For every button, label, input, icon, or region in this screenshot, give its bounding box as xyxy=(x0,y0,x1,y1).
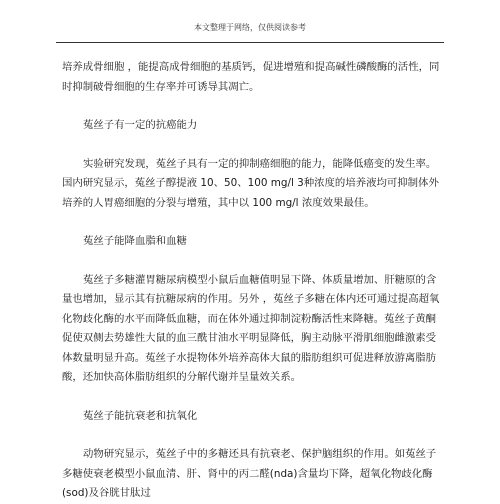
page-header xyxy=(56,14,444,43)
section-heading-anticancer: 菟丝子有一定的抗癌能力 xyxy=(83,119,198,131)
section-heading-antiaging: 菟丝子能抗衰老和抗氧化 xyxy=(83,409,198,422)
header-note: 本文整理于网络，仅供阅读参考 xyxy=(194,23,306,32)
document-body xyxy=(62,58,444,504)
paragraph-anticancer: 实验研究发现，菟丝子具有一定的抑制癌细胞的能力，能降低癌变的发生率。国内研究显示，菟丝子醇提液 10、50、100 mg/l 3种浓度的培养液均可抑制体外培养的人胃癌细胞的分裂与增殖，其中以 100 mg/l 浓度效果最佳。 xyxy=(62,157,439,209)
section-heading-blood-lipid-sugar: 菟丝子能降血脂和血糖 xyxy=(83,235,187,247)
paragraph-intro: 培养成骨细胞 ，能提高成骨细胞的基质钙，促进增殖和提高碱性磷酸酶的活性，同时抑制破骨细胞的生存率并可诱导其凋亡。 xyxy=(62,61,440,93)
paragraph-antiaging: 动物研究显示，菟丝子中的多糖还具有抗衰老、保护脑组织的作用。如菟丝子多糖使衰老模型小鼠血清、肝、肾中的丙二醛(nda)含量均下降，超氧化物歧化酶(sod)及谷胱甘肽过 xyxy=(62,448,437,499)
paragraph-blood-lipid-sugar: 菟丝子多糖灌胃糖尿病模型小鼠后血糖值明显下降、体质量增加、肝糖原的含量也增加，显示其有抗糖尿病的作用。另外 ，菟丝子多糖在体内还可通过提高超氧化物歧化酶的水平而降低血糖，而在体外通过抑制淀粉酶活性来降糖。菟丝子黄酮促使双侧去势雄性大鼠的血三酰甘油水平明显降低，胸主动脉平滑肌细胞雌激素受体数量明显升高。菟丝子水提物体外培养高体大鼠的脂肪组织可促进释放游离脂肪酸，还加快高体脂肪组织的分解代谢并呈量效关系。 xyxy=(62,273,440,383)
